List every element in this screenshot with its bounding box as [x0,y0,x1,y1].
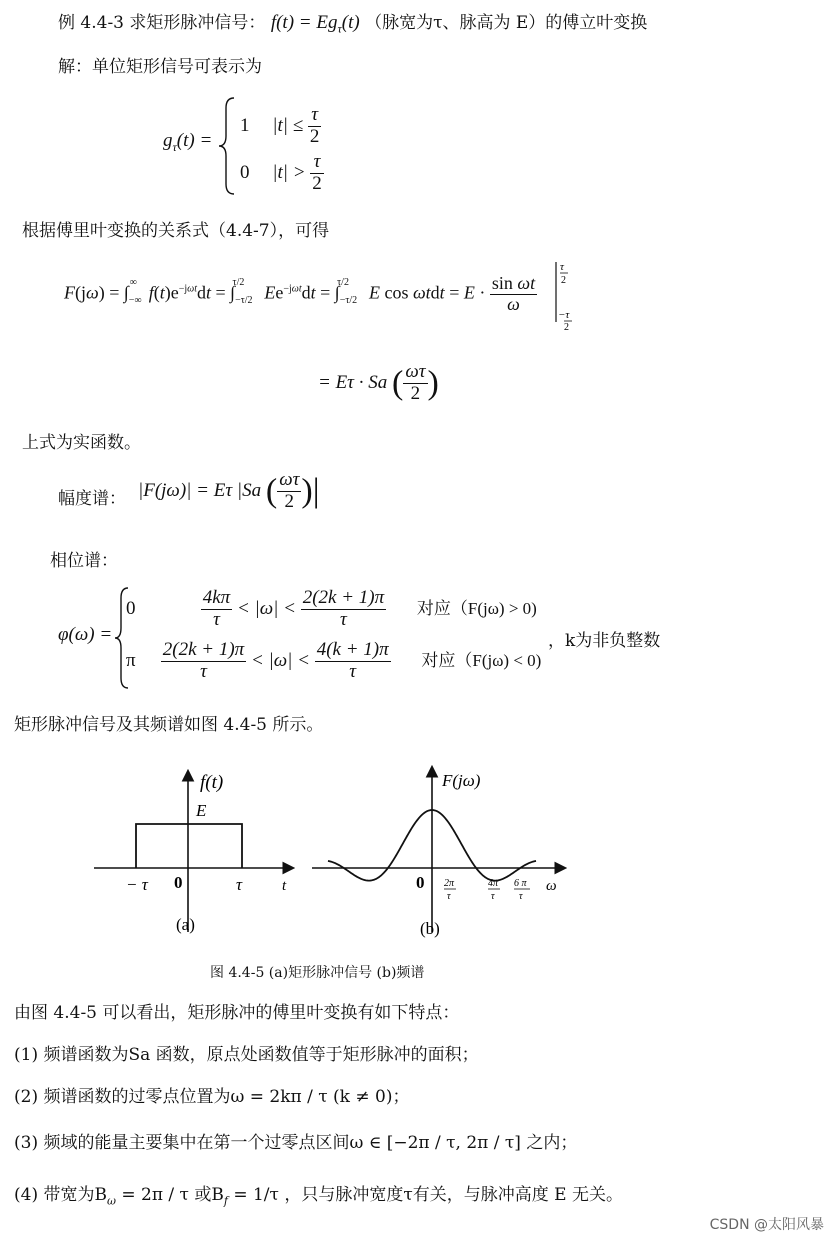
svg-text:τ: τ [519,891,523,902]
b-tick-2pi: 2π [444,878,455,889]
feature-item-4: (4) 带宽为$B_\omega = 2\pi / \tau$ 或$B_f = 1/\tau$ ，只与脉冲宽度τ有关，与脉冲高度 E 无关。 [14,1185,623,1208]
phase-case2: π $\frac{2(2k + 1)\pi}{\tau}$ < |ω| < $\frac{4(k + 1)\pi}{\tau}$ 对应（F(jω) < 0) [126,639,542,682]
phase-k-note: ，k为非负整数 [548,631,661,651]
feature-item-3: (3) 频域的能量主要集中在第一个过零点区间ω ∈ [−2π / τ, 2π / τ] 之内； [14,1133,578,1153]
a-x-label: t [282,878,287,894]
a-height-label: E [196,801,207,820]
svg-text:τ: τ [491,891,495,902]
figure-intro: 矩形脉冲信号及其频谱如图 4.4-5 所示。 [14,715,324,735]
figure-caption: 图 4.4-5 (a)矩形脉冲信号 (b)频谱 [210,965,425,981]
a-neg-tick: − τ [126,875,148,894]
svg-text:−τ: −τ [558,309,570,321]
feature-item-1: (1) 频谱函数为Sa 函数，原点处函数值等于矩形脉冲的面积； [14,1045,479,1065]
eval-bar-icon [552,258,582,330]
a-ylabel: f(t) [200,772,224,793]
a-tag: (a) [176,915,195,934]
phase-label: 相位谱： [50,551,118,571]
amplitude-formula: |F(jω)| = Eτ |Sa ( $\frac{\omega\tau}{2}$ )| [138,469,320,512]
feature-item-2: (2) 频谱函数的过零点位置为ω = 2kπ / τ (k ≠ 0)； [14,1087,410,1107]
b-x-label: ω [546,878,557,894]
g-tau-brace-icon [216,96,238,196]
b-tag: (b) [420,919,440,938]
watermark: CSDN @太阳风暴 [709,1217,824,1233]
g-tau-lhs: $g_\tau(t)$ = [163,130,213,154]
figure-b-spectrum [308,764,570,944]
solution-intro: 解：单位矩形信号可表示为 [58,57,262,77]
phase-case1: 0 $\frac{4k\pi}{\tau}$ < |ω| < $\frac{2(2k + 1)\pi}{\tau}$ 对应（F(jω) > 0) [126,587,537,630]
phase-lhs: φ(ω) = [58,624,113,645]
g-tau-case2: 0 |t| > $\frac{\tau}{2}$ [240,151,322,194]
svg-text:τ: τ [560,261,564,273]
figure-a-rect-pulse [90,764,300,944]
fourier-equation: $F(j\omega) = \int_{-\infty}^\infty$ $f(t)e^{-j\omega t}dt = \int_{-\tau/2}^{\tau/2}$ $Ee^{-j\omega t}dt = \int_{-\tau/2}^{\tau/2}$ E cos ωtdt = E · $\frac{\text{sin ωt}}{\omega}$ [64,273,536,314]
features-intro: 由图 4.4-5 可以看出，矩形脉冲的傅里叶变换有如下特点： [14,1003,460,1023]
b-tick-6pi: 6 π [514,878,527,889]
a-pos-tick: τ [236,875,243,894]
real-function-text: 上式为实函数。 [22,433,141,453]
svg-text:τ: τ [447,891,451,902]
fourier-result: = Eτ · Sa ( $\frac{\omega\tau}{2}$ ) [318,361,439,404]
a-zero-tick: 0 [174,873,183,892]
g-tau-case1: 1 |t| ≤ $\frac{\tau}{2}$ [240,104,320,147]
b-ylabel: F(jω) [442,771,481,790]
svg-text:2: 2 [561,275,566,286]
b-zero-tick: 0 [416,873,425,892]
example-title: 例 4.4-3 求矩形脉冲信号： $f(t) = Eg_\tau(t)$ （脉宽为τ、脉高为 E）的傅立叶变换 [58,12,648,36]
fourier-text: 根据傅里叶变换的关系式（4.4-7），可得 [22,221,330,241]
b-tick-4pi: 4π [488,878,499,889]
svg-text:2: 2 [564,322,569,330]
amplitude-label: 幅度谱： [58,489,126,509]
